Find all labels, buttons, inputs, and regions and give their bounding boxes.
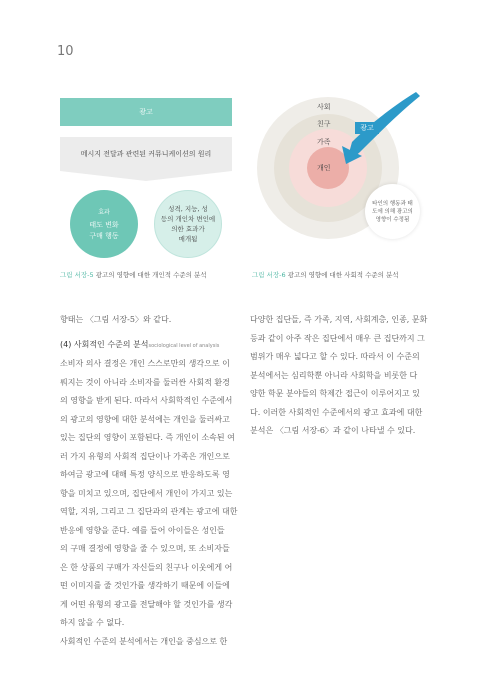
down-arrow-shape: [60, 171, 232, 181]
effect-title: 효과: [98, 208, 110, 216]
influence-line: 영향이 수정됨: [375, 216, 410, 223]
text-line: 있는 집단의 영향이 포함된다. 즉 개인이 소속된 여: [60, 433, 235, 442]
section-heading: [60, 338, 237, 353]
ring-label-friends: 친구: [317, 120, 331, 128]
factor-line: 의한 효과가: [171, 225, 205, 233]
text-line: 사회적인 수준의 분석에서는 개인을 중심으로 한: [60, 636, 228, 646]
effect-line: 태도 변화: [89, 220, 119, 229]
figure-social-level: [250, 90, 422, 262]
figure-left-caption: [60, 270, 207, 279]
factor-line: 성격, 지능, 성: [168, 205, 208, 213]
page-number: 10: [57, 44, 74, 59]
ring-label-individual: 개인: [317, 164, 331, 172]
section-heading-en: sociological level of analysis: [148, 343, 220, 349]
text-line: 뤄지는 것이 아니라 소비자를 둘러싼 사회적 환경: [60, 377, 230, 387]
ad-badge: 광고: [355, 122, 379, 134]
right-column: [250, 311, 427, 441]
individual-factor-circle: [154, 190, 222, 258]
text-line: 게 어떤 유형의 광고를 전달해야 할 것인가를 생각: [60, 599, 233, 609]
left-intro-text: [60, 311, 171, 330]
text-line: 분석에서는 심리학뿐 아니라 사회학을 비롯한 다: [250, 370, 418, 380]
text-line: 분석은 〈그림 서장-6〉과 같이 나타낼 수 있다.: [250, 426, 416, 435]
social-influence-circle: [365, 184, 420, 239]
text-line: 다양한 집단들, 즉 가족, 지역, 사회계층, 인종, 문화: [250, 315, 428, 324]
message-principle-label: 메시지 전달과 관련된 커뮤니케이션의 원리: [80, 150, 212, 158]
text-line: 의 광고의 영향에 대한 분석에는 개인을 둘러싸고: [60, 414, 230, 424]
text-line: 하여금 광고에 대해 특정 양식으로 반응하도록 영: [60, 470, 230, 479]
factor-line: 매개됨: [178, 235, 198, 243]
text-line: 범위가 매우 넓다고 할 수 있다. 따라서 이 수준의: [250, 352, 420, 361]
figure-individual-level: [60, 98, 232, 268]
ad-bar: 광고: [60, 98, 232, 126]
factor-line: 등의 개인차 변인에: [160, 215, 216, 223]
text-line: 러 가지 유형의 사회적 집단이나 가족은 개인으로: [60, 451, 230, 461]
text-line: 은 한 상품의 구매가 자신들의 친구나 이웃에게 어: [60, 562, 233, 572]
text-line: 의 영향을 받게 된다. 따라서 사회학적인 수준에서: [60, 396, 233, 405]
influence-line: 타인의 행동과 태: [372, 200, 413, 207]
text-line: 다. 이러한 사회적인 수준에서의 광고 효과에 대한: [250, 407, 423, 417]
effect-circle: [70, 190, 138, 258]
text-line: 의 구매 결정에 영향을 줄 수 있으며, 또 소비자들: [60, 544, 230, 553]
text-line: 향태는 〈그림 서장-5〉와 같다.: [60, 315, 172, 324]
section-heading-ko: (4) 사회적인 수준의 분석: [60, 340, 149, 349]
ring-label-family: 가족: [317, 138, 331, 146]
influence-line: 도에 의해 광고의: [372, 208, 413, 215]
caption-text: 광고의 영향에 대한 개인적 수준의 분석: [93, 271, 207, 279]
text-line: 반응에 영향을 준다. 예를 들어 아이들은 성인들: [60, 525, 225, 535]
text-line: 떤 이미지를 줄 것인가를 생각하기 때문에 이들에: [60, 581, 230, 590]
text-line: 역할, 지위, 그리고 그 집단과의 관계는 광고에 대한: [60, 507, 238, 516]
text-line: 소비자 의사 결정은 개인 스스로만의 생각으로 이: [60, 359, 230, 368]
text-line: 등과 같이 아주 작은 집단에서 매우 큰 집단까지 그: [250, 333, 425, 343]
message-principle-box: [60, 137, 232, 171]
figure-right-caption: [252, 270, 399, 279]
caption-label: 그림 서장-6: [252, 271, 286, 279]
caption-text: 광고의 영향에 대한 사회적 수준의 분석: [285, 271, 399, 279]
effect-line: 구매 행동: [89, 231, 119, 240]
text-line: 양한 학문 분야들의 학제간 접근이 이루어지고 있: [250, 389, 420, 398]
text-line: 하지 않을 수 없다.: [60, 618, 125, 627]
text-line: 향을 미치고 있으며, 집단에서 개인이 가지고 있는: [60, 488, 233, 498]
caption-label: 그림 서장-5: [60, 271, 94, 279]
ring-label-society: 사회: [317, 103, 331, 111]
left-column: [60, 338, 237, 651]
